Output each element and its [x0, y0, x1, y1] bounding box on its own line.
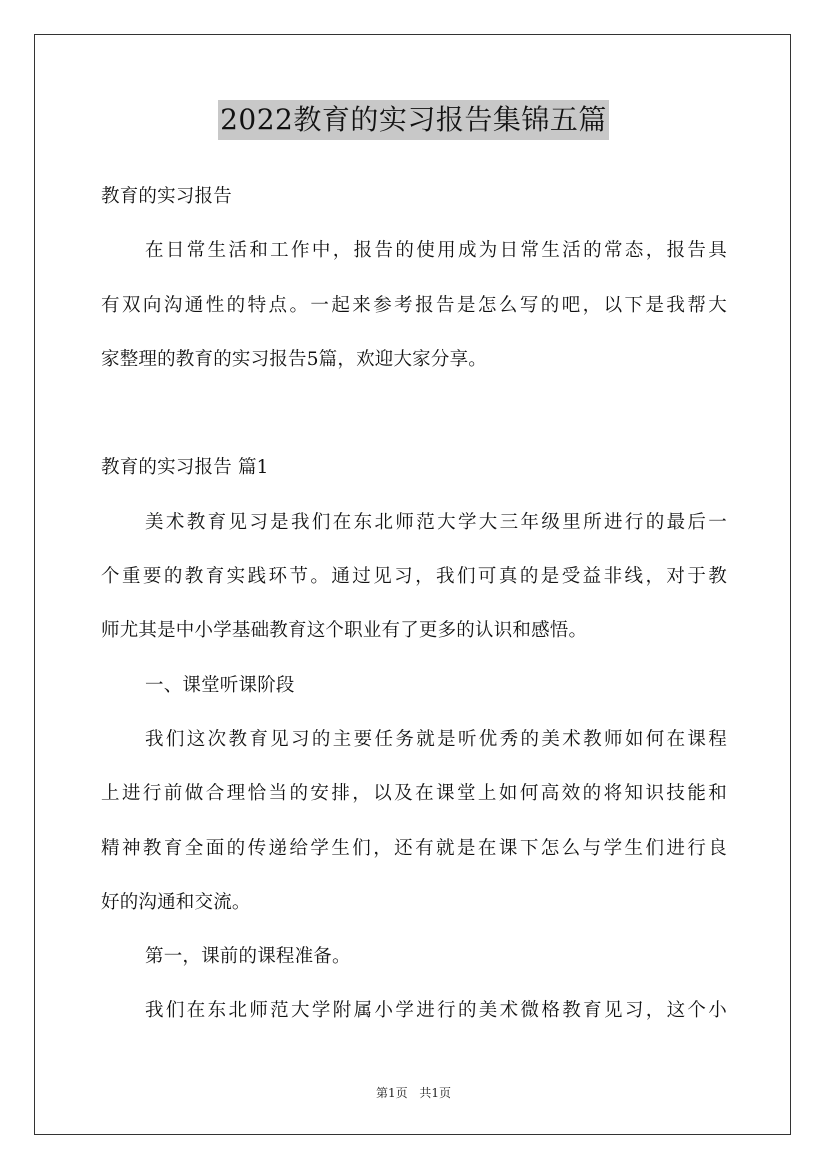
page-number: 第1页	[375, 1086, 408, 1100]
title-area	[0, 100, 827, 140]
paragraph-line: 有双向沟通性的特点。一起来参考报告是怎么写的吧，以下是我帮大	[101, 294, 727, 316]
paragraph-line: 精神教育全面的传递给学生们，还有就是在课下怎么与学生们进行良	[101, 837, 727, 859]
paragraph-line: 我们在东北师范大学附属小学进行的美术微格教育见习，这个小	[145, 1000, 727, 1022]
subsection-heading: 第一，课前的课程准备。	[145, 946, 351, 968]
paragraph-line: 个重要的教育实践环节。通过见习，我们可真的是受益非线，对于教	[101, 566, 727, 588]
page-total: 共1页	[419, 1086, 452, 1100]
paragraph-line: 好的沟通和交流。	[101, 891, 251, 913]
paragraph-line: 我们这次教育见习的主要任务就是听优秀的美术教师如何在课程	[145, 728, 727, 750]
section-heading: 教育的实习报告 篇1	[101, 457, 269, 479]
paragraph-line: 师尤其是中小学基础教育这个职业有了更多的认识和感悟。	[101, 620, 588, 642]
document-title: 2022教育的实习报告集锦五篇	[218, 100, 609, 140]
paragraph-line: 在日常生活和工作中，报告的使用成为日常生活的常态，报告具	[145, 240, 727, 262]
paragraph-line: 上进行前做合理恰当的安排，以及在课堂上如何高效的将知识技能和	[101, 783, 727, 805]
blank-line	[101, 387, 727, 441]
paragraph-line: 美术教育见习是我们在东北师范大学大三年级里所进行的最后一	[145, 511, 727, 533]
document-body	[101, 170, 727, 1039]
page-footer	[0, 1084, 827, 1101]
section-heading: 教育的实习报告	[101, 186, 232, 207]
subsection-heading: 一、课堂听课阶段	[145, 674, 295, 696]
paragraph-line: 家整理的教育的实习报告5篇，欢迎大家分享。	[101, 348, 487, 370]
